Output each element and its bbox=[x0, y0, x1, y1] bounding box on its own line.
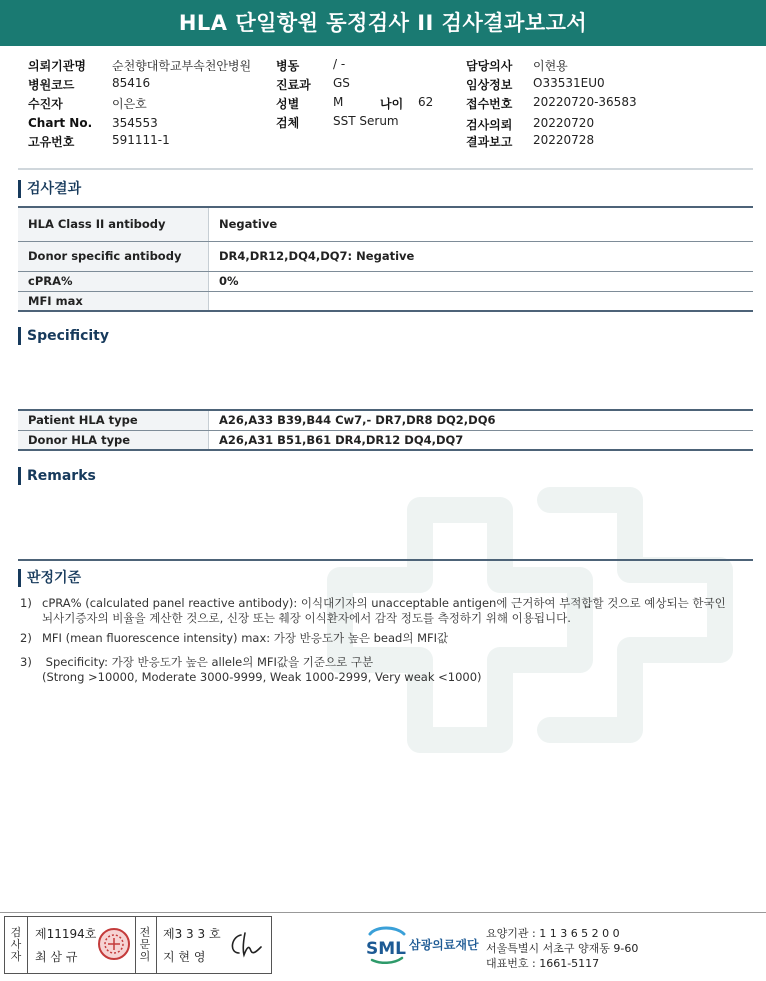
table-row bbox=[18, 410, 753, 430]
info-value: 이현용 bbox=[533, 59, 568, 73]
row-key: cPRA% bbox=[18, 271, 209, 291]
row-value: DR4,DR12,DQ4,DQ7: Negative bbox=[209, 241, 754, 271]
info-value: M bbox=[333, 95, 344, 109]
specialist-label: 전문의 bbox=[139, 926, 151, 963]
info-value: O33531EU0 bbox=[533, 76, 605, 90]
info-value: 20220728 bbox=[533, 133, 595, 147]
table-row bbox=[18, 207, 753, 241]
examiner-license: 제11194호 bbox=[35, 927, 97, 941]
section-remarks-title: Remarks bbox=[18, 467, 96, 485]
specialist-name: 지 현 영 bbox=[163, 950, 206, 964]
info-label: 수진자 bbox=[28, 97, 63, 111]
results-table bbox=[18, 206, 753, 312]
info-value: 62 bbox=[418, 95, 434, 109]
info-value: 85416 bbox=[112, 76, 151, 90]
info-value: 20220720-36583 bbox=[533, 95, 637, 109]
signature-icon bbox=[225, 929, 265, 961]
section-specificity-title: Specificity bbox=[18, 327, 109, 345]
criteria-text: Specificity: 가장 반응도가 높은 allele의 MFI값을 기준으로 구분 bbox=[42, 655, 374, 669]
info-label: 고유번호 bbox=[28, 135, 75, 149]
info-label: 접수번호 bbox=[466, 97, 513, 111]
section-criteria-title: 판정기준 bbox=[18, 569, 81, 587]
row-key: HLA Class II antibody bbox=[18, 207, 209, 241]
table-row bbox=[18, 291, 753, 311]
section-results-title: 검사결과 bbox=[18, 180, 81, 198]
row-value bbox=[209, 291, 754, 311]
table-row bbox=[18, 430, 753, 450]
footer-divider bbox=[0, 912, 766, 913]
criteria-number: 3) bbox=[20, 655, 32, 669]
criteria-item bbox=[20, 631, 448, 646]
sml-logo-icon bbox=[366, 924, 408, 964]
info-label: Chart No. bbox=[28, 116, 93, 130]
info-value: 591111-1 bbox=[112, 133, 170, 147]
org-address: 서울특별시 서초구 양재동 9-60 bbox=[486, 942, 639, 955]
specialist-license: 제3 3 3 호 bbox=[163, 927, 221, 941]
org-code: 요양기관 : 1 1 3 6 5 2 0 0 bbox=[486, 927, 620, 940]
row-value: A26,A33 B39,B44 Cw7,- DR7,DR8 DQ2,DQ6 bbox=[209, 410, 754, 430]
info-value: 354553 bbox=[112, 116, 158, 130]
org-name: 삼광의료재단 bbox=[409, 938, 479, 952]
stamp-seal-icon bbox=[97, 927, 131, 961]
row-value: Negative bbox=[209, 207, 754, 241]
info-label: 병동 bbox=[276, 59, 300, 73]
info-value: GS bbox=[333, 76, 350, 90]
criteria-text: cPRA% (calculated panel reactive antibody): 이식대기자의 unacceptable antigen에 근거하여 부적합할 것으로 예상되는 한국인 bbox=[42, 596, 726, 610]
criteria-item bbox=[20, 596, 726, 626]
info-label: 병원코드 bbox=[28, 78, 75, 92]
divider bbox=[18, 168, 753, 170]
row-value: A26,A31 B51,B61 DR4,DR12 DQ4,DQ7 bbox=[209, 430, 754, 450]
examiner-label: 검사자 bbox=[10, 926, 22, 963]
table-row bbox=[18, 271, 753, 291]
info-value: 순천향대학교부속천안병원 bbox=[112, 59, 252, 73]
info-value: SST Serum bbox=[333, 114, 399, 128]
criteria-text: (Strong >10000, Moderate 3000-9999, Weak 1000-2999, Very weak <1000) bbox=[42, 670, 482, 684]
info-label: 성별 bbox=[276, 97, 300, 111]
criteria-text: 뇌사기증자의 비율을 계산한 것으로, 신장 또는 췌장 이식환자에서 감작 정도를 측정하기 위해 이용됩니다. bbox=[42, 611, 571, 625]
row-key: Patient HLA type bbox=[18, 410, 209, 430]
info-value: 이은호 bbox=[112, 97, 147, 111]
signature-box bbox=[4, 916, 272, 974]
divider bbox=[18, 559, 753, 561]
info-label: 나이 bbox=[380, 97, 404, 111]
row-value: 0% bbox=[209, 271, 754, 291]
info-label: 임상정보 bbox=[466, 78, 513, 92]
info-label: 결과보고 bbox=[466, 135, 513, 149]
criteria-text: MFI (mean fluorescence intensity) max: 가장 반응도가 높은 bead의 MFI값 bbox=[42, 631, 449, 645]
examiner-name: 최 삼 규 bbox=[35, 950, 78, 964]
report-title: HLA 단일항원 동정검사 II 검사결과보고서 bbox=[0, 0, 766, 46]
row-key: Donor HLA type bbox=[18, 430, 209, 450]
table-row bbox=[18, 241, 753, 271]
info-label: 검체 bbox=[276, 116, 300, 130]
row-key: MFI max bbox=[18, 291, 209, 311]
info-label: 의뢰기관명 bbox=[28, 59, 86, 73]
row-key: Donor specific antibody bbox=[18, 241, 209, 271]
criteria-number: 2) bbox=[20, 631, 32, 645]
sml-logo-text: SML bbox=[366, 939, 406, 959]
info-label: 담당의사 bbox=[466, 59, 513, 73]
info-label: 검사의뢰 bbox=[466, 118, 513, 132]
criteria-number: 1) bbox=[20, 596, 32, 610]
info-label: 진료과 bbox=[276, 78, 311, 92]
hla-type-table bbox=[18, 409, 753, 451]
org-phone: 대표번호 : 1661-5117 bbox=[486, 957, 600, 970]
info-value: / - bbox=[333, 57, 346, 71]
info-value: 20220720 bbox=[533, 116, 595, 130]
criteria-item bbox=[20, 655, 482, 685]
